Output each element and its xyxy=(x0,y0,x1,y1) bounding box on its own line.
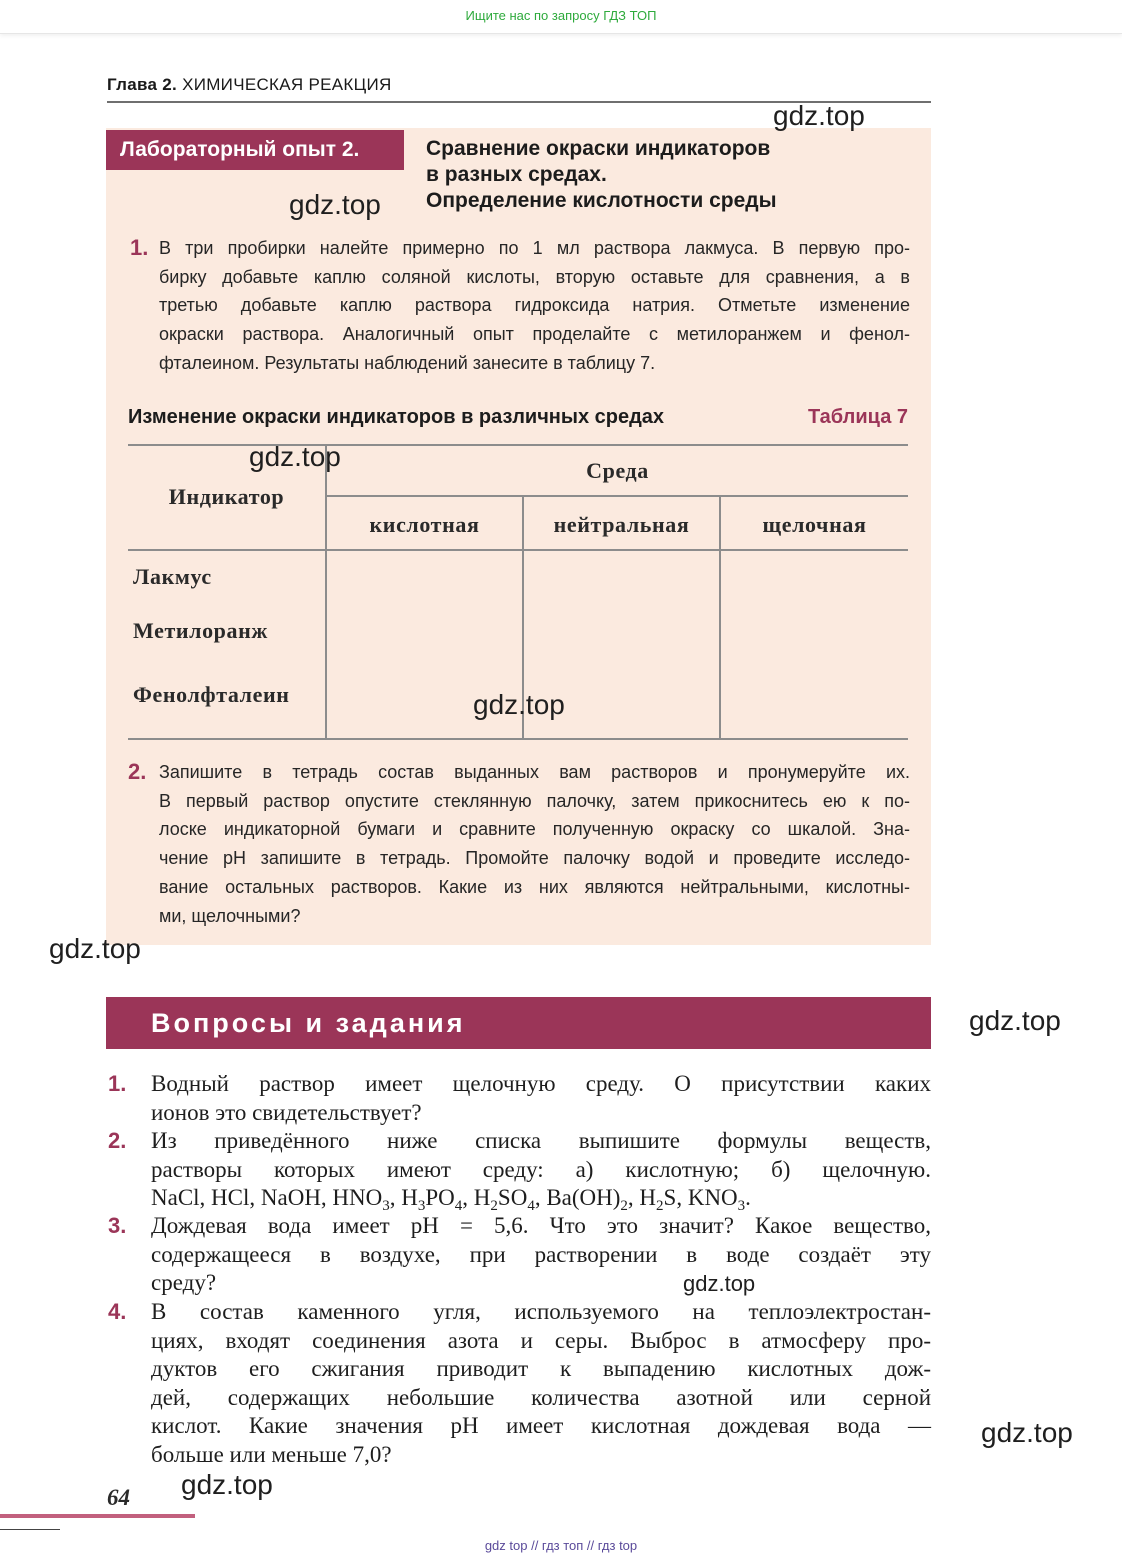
table-rule xyxy=(128,738,908,740)
lab-title-line: Сравнение окраски индикаторов xyxy=(426,137,771,160)
text-line: В три пробирки налейте примерно по 1 мл раствора лакмуса. В первую про- xyxy=(159,238,910,258)
table-rule xyxy=(128,444,908,446)
page-number: 64 xyxy=(107,1485,130,1510)
table-number: Таблица 7 xyxy=(807,406,908,428)
watermark: gdz.top xyxy=(289,189,381,220)
question-text xyxy=(151,1212,931,1298)
formula-part: , H xyxy=(627,1185,657,1210)
text-line: лоске индикаторной бумаги и сравните полученную окраску со шкалой. Зна- xyxy=(159,819,910,840)
formula-part: S, KNO xyxy=(663,1185,738,1210)
table-header-indicator: Индикатор xyxy=(168,484,285,509)
text-line: дуктов его сжигания приводит к выпадению кислотных дож- xyxy=(151,1356,931,1381)
text-line: В состав каменного угля, используемого на теплоэлектростан- xyxy=(151,1299,931,1324)
question-text xyxy=(151,1298,931,1469)
table-row-label: Лакмус xyxy=(133,564,212,589)
text-line: ми, щелочными? xyxy=(159,905,301,926)
text-line: бирку добавьте каплю соляной кислоты, вторую оставьте для сравнения, а в xyxy=(159,266,910,287)
text-line: Запишите в тетрадь состав выданных вам растворов и пронумеруйте их. xyxy=(159,762,910,782)
table-rule xyxy=(128,549,908,551)
text-line: содержащееся в воздухе, при растворении в воде создаёт эту xyxy=(151,1241,931,1267)
step-text xyxy=(159,234,910,378)
text-line: окраски раствора. Аналогичный опыт проделайте с метилоранжем и фенол- xyxy=(159,324,910,345)
lab-label: Лабораторный опыт 2. xyxy=(106,130,404,170)
formula-part: , H xyxy=(462,1185,491,1210)
formula-subscript: 2 xyxy=(656,1198,664,1214)
table-rule xyxy=(326,495,908,497)
text-line: больше или меньше 7,0? xyxy=(151,1441,392,1467)
table-header-environment: Среда xyxy=(586,458,649,483)
watermark: gdz.top xyxy=(969,1005,1061,1036)
question-number: 1. xyxy=(108,1071,127,1096)
text-line: циях, входят соединения азота и серы. Выброс в атмосферу про- xyxy=(151,1327,931,1353)
footer-accent-line xyxy=(0,1514,195,1518)
chapter-header xyxy=(107,75,931,103)
watermark: gdz.top xyxy=(981,1417,1073,1448)
step-number: 1. xyxy=(130,235,149,260)
question-text xyxy=(151,1127,931,1213)
formula-part: , H xyxy=(389,1185,418,1210)
table-col-acidic: кислотная xyxy=(369,512,480,537)
question-number: 2. xyxy=(108,1128,127,1153)
text-line: ионов это свидетельствует? xyxy=(151,1099,422,1125)
watermark: gdz.top xyxy=(473,689,565,720)
chapter-label: Глава 2. xyxy=(107,75,178,94)
text-line: Дождевая вода имеет pH = 5,6. Что это значит? Какое вещество, xyxy=(151,1213,931,1238)
formula-part: . xyxy=(745,1185,751,1210)
question-text xyxy=(151,1070,931,1127)
text-line: растворы которых имеют среду: а) кислотную; б) щелочную. xyxy=(151,1156,931,1182)
watermark: gdz.top xyxy=(249,441,341,472)
formula-subscript: 3 xyxy=(737,1198,746,1214)
formula-part: , Ba(OH) xyxy=(534,1185,621,1210)
formula-subscript: 3 xyxy=(417,1198,426,1214)
formula-part: SO xyxy=(497,1185,528,1210)
text-line: Водный раствор имеет щелочную среду. О присутствии каких xyxy=(151,1071,931,1096)
text-line: кислот. Какие значения pH имеет кислотная дождевая вода — xyxy=(151,1413,931,1438)
table-caption-text: Изменение окраски индикаторов в различных средах xyxy=(128,406,665,428)
watermark: gdz.top xyxy=(683,1271,756,1296)
text-line: Из приведённого ниже списка выпишите формулы веществ, xyxy=(151,1128,931,1153)
watermark: gdz.top xyxy=(49,933,141,964)
text-line: дей, содержащих небольшие количества азотной или серной xyxy=(151,1384,931,1410)
formula-part: PO xyxy=(425,1185,455,1210)
lab-experiment-box xyxy=(106,128,931,945)
question-number: 3. xyxy=(108,1213,127,1238)
question-number: 4. xyxy=(108,1299,127,1324)
watermark: gdz.top xyxy=(773,100,865,131)
formula-subscript: 4 xyxy=(527,1198,535,1214)
text-line: В первый раствор опустите стеклянную палочку, затем прикоснитесь ею к по- xyxy=(159,790,910,811)
formula-subscript: 4 xyxy=(454,1198,463,1214)
questions-heading: Вопросы и задания xyxy=(106,997,931,1049)
formula-subscript: 2 xyxy=(490,1198,498,1214)
watermark: gdz.top xyxy=(181,1469,273,1500)
formula-subscript: 3 xyxy=(382,1198,390,1214)
text-line: фталеином. Результаты наблюдений занесите в таблицу 7. xyxy=(159,352,656,373)
chapter-title: ХИМИЧЕСКАЯ РЕАКЦИЯ xyxy=(182,75,392,94)
footer-divider xyxy=(0,1529,60,1530)
text-line: вание остальных растворов. Какие из них являются нейтральными, кислотны- xyxy=(159,876,910,897)
step-text xyxy=(159,758,910,930)
table-row-label: Фенолфталеин xyxy=(133,682,290,707)
formula-subscript: 2 xyxy=(620,1198,628,1214)
table-row-label: Метилоранж xyxy=(133,618,268,643)
formula-line xyxy=(151,1184,931,1213)
lab-title-line: в разных средах. xyxy=(426,163,607,186)
table-col-neutral: нейтральная xyxy=(553,512,690,537)
step-number: 2. xyxy=(128,759,147,784)
text-line: среду? xyxy=(151,1270,217,1295)
text-line: чение pH запишите в тетрадь. Промойте палочку водой и проведите исследо- xyxy=(159,848,910,869)
lab-title xyxy=(426,136,906,214)
footer-links[interactable]: gdz top // гдз топ // гдз top xyxy=(484,1538,638,1553)
lab-title-line: Определение кислотности среды xyxy=(426,189,777,212)
table-rule xyxy=(325,444,327,738)
formula-part: NaCl, HCl, NaOH, HNO xyxy=(151,1185,383,1210)
top-banner[interactable]: Ищите нас по запросу ГДЗ ТОП xyxy=(0,0,1122,34)
text-line: третью добавьте каплю раствора гидроксида натрия. Отметьте изменение xyxy=(159,295,910,316)
table-caption xyxy=(128,406,908,429)
table-col-alkaline: щелочная xyxy=(762,512,867,537)
